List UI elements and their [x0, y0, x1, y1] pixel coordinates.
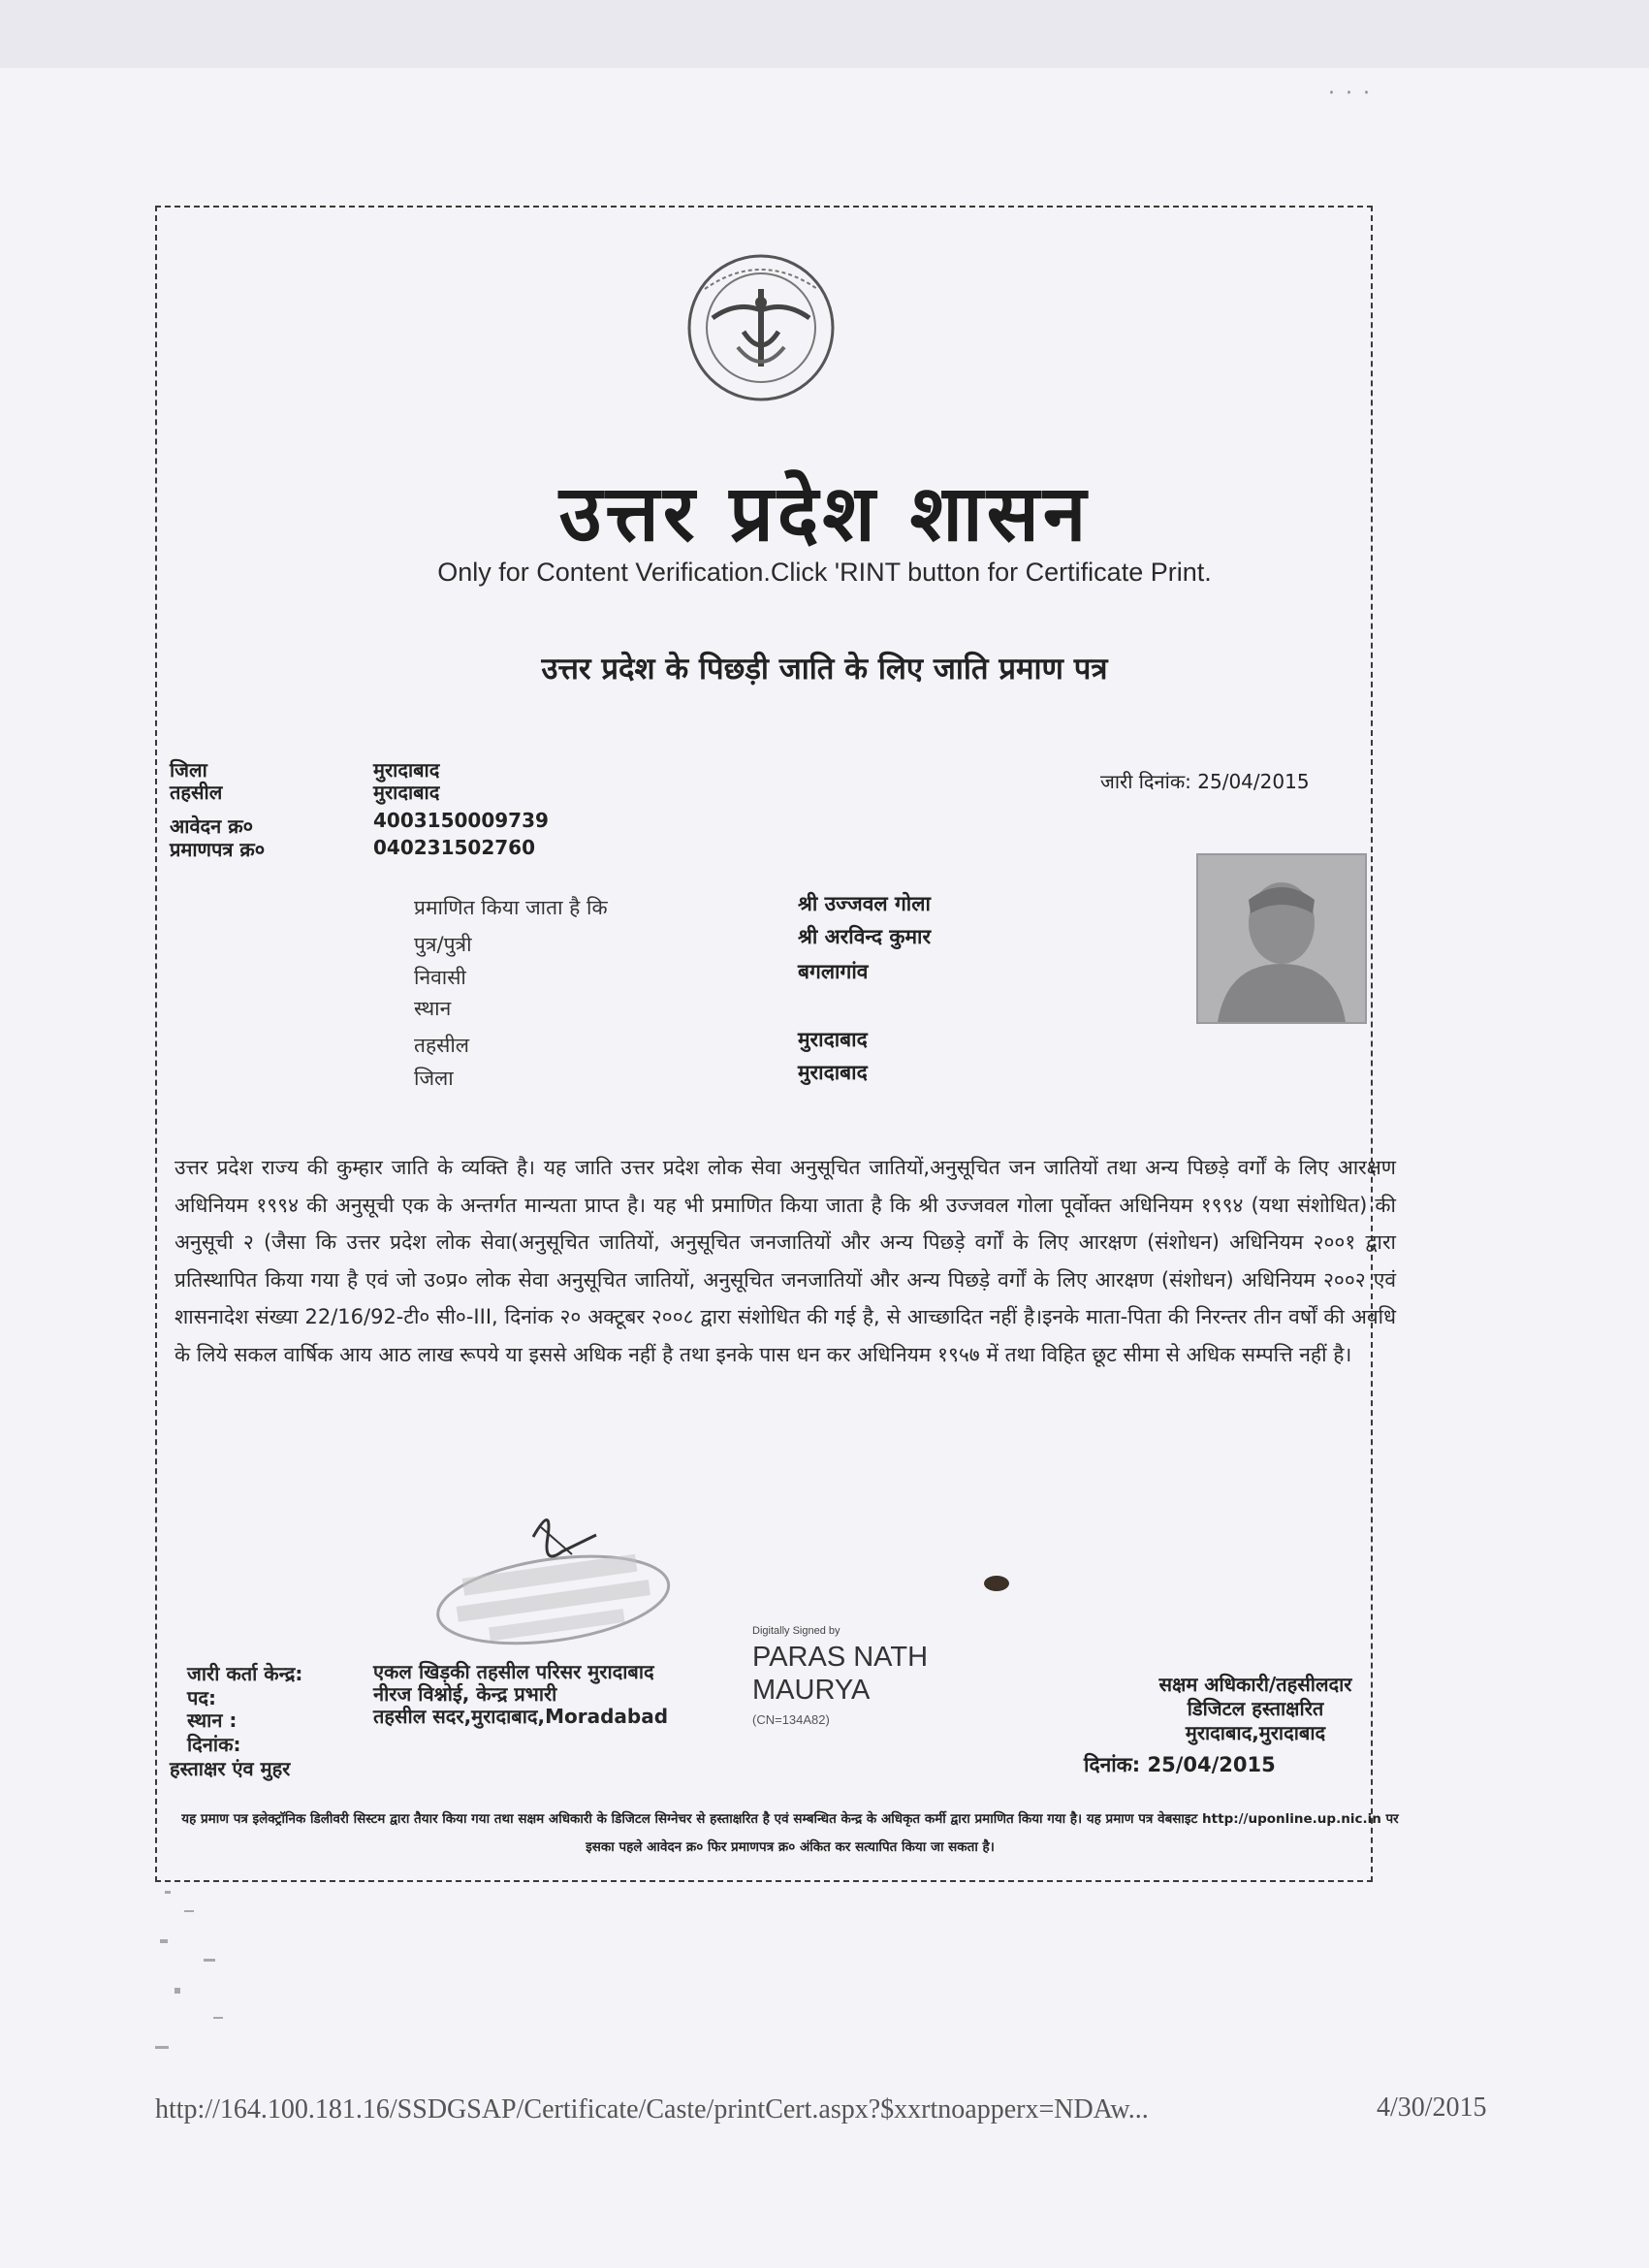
print-date: 4/30/2015 — [1377, 2092, 1487, 2123]
authority-block — [1062, 1673, 1449, 1745]
footer-value-place: तहसील सदर,मुरादाबाद,Moradabad — [373, 1705, 669, 1728]
person-value-district: मुरादाबाद — [798, 1061, 868, 1084]
digital-signature-cn: (CN=134A82) — [752, 1712, 830, 1727]
applicant-photo — [1196, 853, 1367, 1024]
person-value-tehsil: मुरादाबाद — [798, 1028, 868, 1051]
digital-signature-name-line1: PARAS NATH — [752, 1642, 929, 1673]
digital-signature-name-line2: MAURYA — [752, 1675, 871, 1706]
authority-date: दिनांक: 25/04/2015 — [1084, 1753, 1276, 1776]
authority-location: मुरादाबाद,मुरादाबाद — [1185, 1721, 1326, 1744]
meta-value-tehsil: मुरादाबाद — [373, 781, 440, 804]
meta-label-district: जिला — [170, 758, 207, 782]
page-corner-mark: · · · — [1328, 81, 1372, 106]
meta-value-certificate-no: 040231502760 — [373, 836, 535, 859]
verifier-stamp-icon — [427, 1498, 679, 1663]
meta-label-tehsil: तहसील — [170, 781, 223, 804]
person-label-certify: प्रमाणित किया जाता है कि — [414, 896, 608, 919]
footer-value-post: नीरज विश्नोई, केन्द्र प्रभारी — [373, 1682, 557, 1706]
issue-date: जारी दिनांक: 25/04/2015 — [1100, 770, 1310, 793]
meta-label-application-no: आवेदन क्र० — [170, 815, 254, 838]
authority-title: सक्षम अधिकारी/तहसीलदार — [1158, 1673, 1352, 1696]
person-value-name: श्री उज्जवल गोला — [798, 892, 931, 915]
meta-label-certificate-no: प्रमाणपत्र क्र० — [170, 838, 266, 861]
print-url: http://164.100.181.16/SSDGSAP/Certificate/Caste/printCert.aspx?$xxrtnoapperx=NDAw... — [155, 2094, 1149, 2124]
person-value-father: श्री अरविन्द कुमार — [798, 925, 932, 948]
up-government-emblem-icon — [683, 250, 839, 405]
digital-signature-name — [752, 1641, 928, 1707]
verification-disclaimer: यह प्रमाण पत्र इलेक्ट्रॉनिक डिलीवरी सिस्टम द्वारा तैयार किया गया तथा सक्षम अधिकारी के डिजिटल सिग्नेचर से हस्ताक्षरित है एवं सम्बन्धित केन्द्र के अधिकृत कर्मी द्वारा प्रमाणित किया गया है। यह प्रमाण पत्र वेबसाइट http://uponline.up.nic.in पर इसका पहले आवेदन क्र० फिर प्रमाणपत्र क्र० अंकित कर सत्यापित किया जा सकता है। — [181, 1811, 1399, 1855]
scan-speck — [984, 1576, 1009, 1591]
footer-label-issuing-center: जारी कर्ता केन्द्र: — [187, 1662, 303, 1685]
person-photo-icon — [1198, 855, 1365, 1022]
verification-note: Only for Content Verification.Click 'RINT button for Certificate Print. — [437, 558, 1212, 587]
meta-value-application-no: 4003150009739 — [373, 809, 549, 832]
footer-label-place: स्थान : — [187, 1709, 238, 1732]
page-title: उत्तर प्रदेश शासन — [558, 468, 1091, 559]
meta-value-district: मुरादाबाद — [373, 758, 440, 782]
authority-digital-signed: डिजिटल हस्ताक्षरित — [1187, 1697, 1324, 1720]
footer-label-date: दिनांक: — [187, 1733, 241, 1756]
person-label-district: जिला — [414, 1067, 454, 1090]
person-label-resident: निवासी — [414, 966, 466, 989]
digital-signature-caption: Digitally Signed by — [752, 1625, 840, 1637]
person-value-village: बगलागांव — [798, 960, 869, 983]
person-label-tehsil: तहसील — [414, 1034, 469, 1057]
person-label-son-daughter: पुत्र/पुत्री — [414, 933, 472, 956]
certificate-heading: उत्तर प्रदेश के पिछड़ी जाति के लिए जाति प्रमाण पत्र — [541, 652, 1108, 687]
footer-label-post: पद: — [187, 1686, 216, 1709]
footer-label-signature-seal: हस्ताक्षर एंव मुहर — [170, 1757, 291, 1780]
footer-value-issuing-center: एकल खिड़की तहसील परिसर मुरादाबाद — [373, 1660, 654, 1683]
scan-noise-icon — [145, 1881, 252, 2075]
person-label-place: स्थान — [414, 997, 452, 1020]
certificate-body-paragraph: उत्तर प्रदेश राज्य की कुम्हार जाति के व्यक्ति है। यह जाति उत्तर प्रदेश लोक सेवा अनुसूचित जातियों,अनुसूचित जन जातियों तथा अन्य पिछड़े वर्गों के लिए आरक्षण अधिनियम १९९४ की अनुसूची एक के अन्तर्गत मान्यता प्राप्त है। यह भी प्रमाणित किया जाता है कि श्री उज्जवल गोला पूर्वोक्त अधिनियम १९९४ (यथा संशोधित) की अनुसूची २ (जैसा कि उत्तर प्रदेश लोक सेवा(अनुसूचित जातियों, अनुसूचित जनजातियों और अन्य पिछड़े वर्गों के लिए आरक्षण (संशोधन) अधिनियम २००१ द्वारा प्रतिस्थापित किया गया है एवं जो उ०प्र० लोक सेवा अनुसूचित जातियों, अनुसूचित जनजातियों और अन्य पिछड़े वर्गों के लिए आरक्षण (संशोधन) अधिनियम २००२ एवं शासनादेश संख्या 22/16/92-टी० सी०-III, दिनांक २० अक्टूबर २००८ द्वारा संशोधित की गई है, से आच्छादित नहीं है।इनके माता-पिता की निरन्तर तीन वर्षों की अवधि के लिये सकल वार्षिक आय आठ लाख रूपये या इससे अधिक नहीं है तथा इनके पास धन कर अधिनियम १९५७ में तथा विहित छूट सीमा से अधिक सम्पत्ति नहीं है। — [174, 1156, 1396, 1366]
